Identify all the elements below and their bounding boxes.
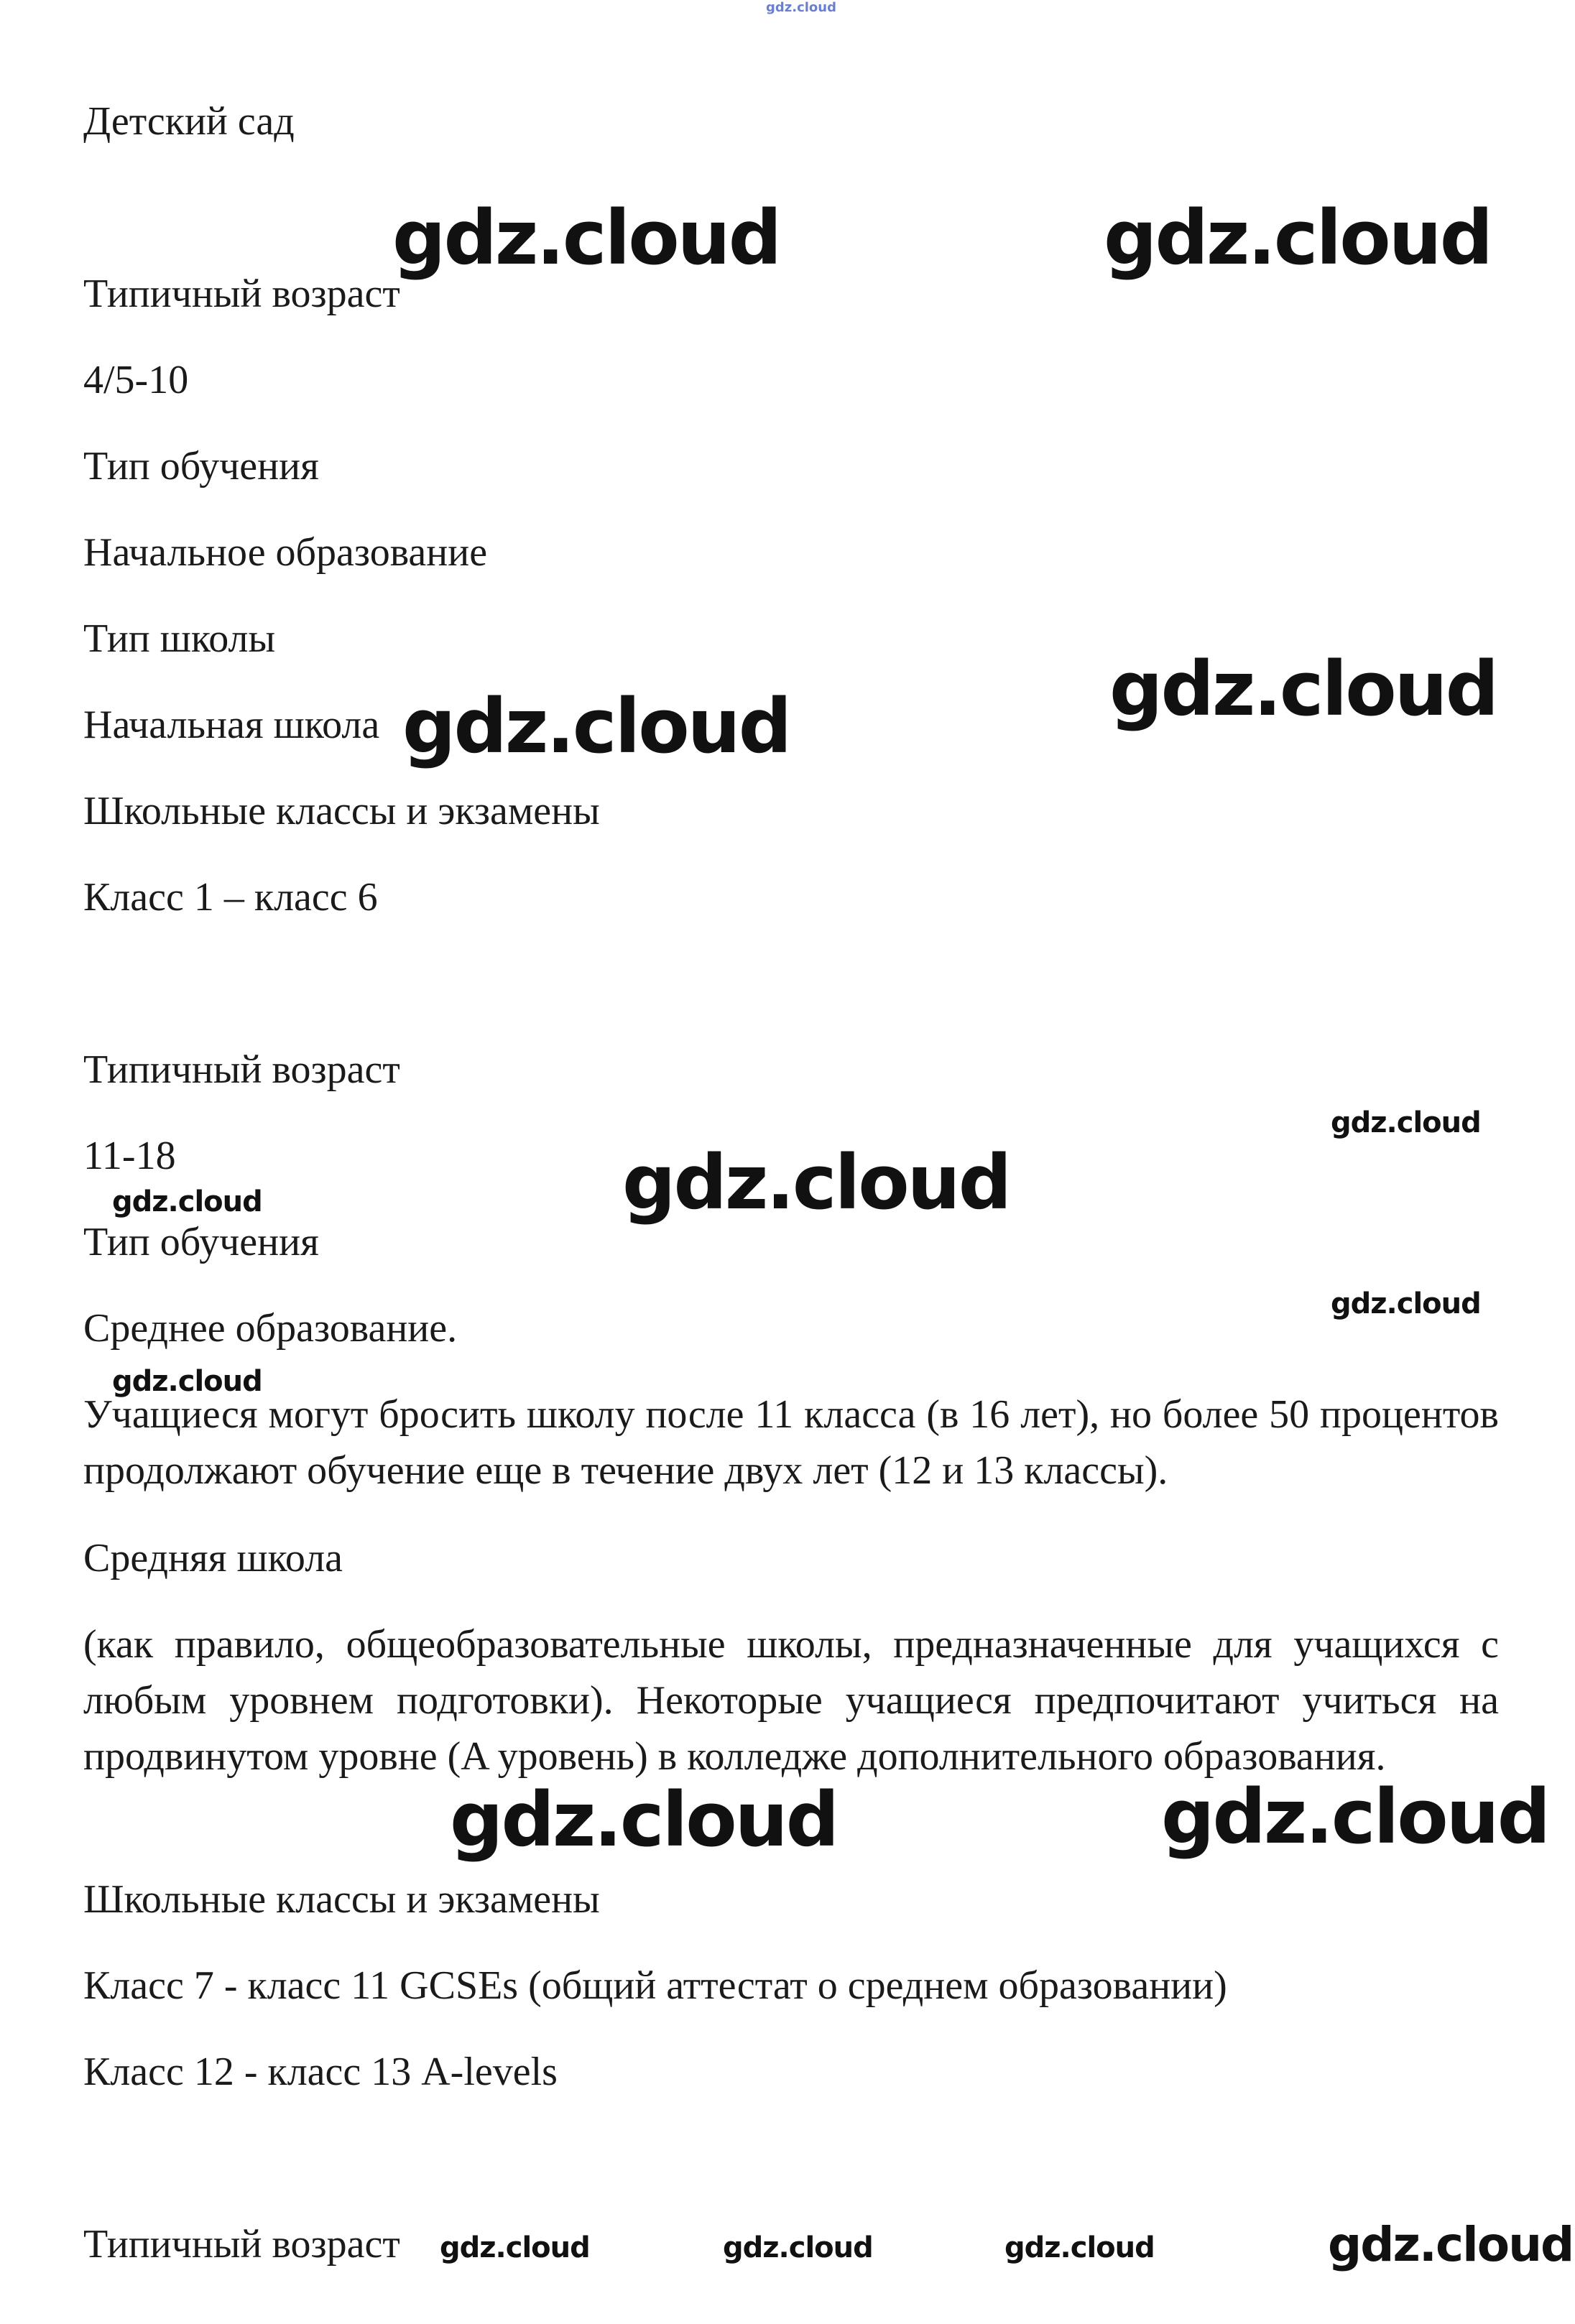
label-typical-age: Типичный возраст: [83, 1047, 400, 1092]
value-class-range: Класс 1 – класс 6: [83, 875, 378, 920]
value-primary-school: Начальная школа: [83, 703, 380, 747]
section-heading-kindergarten: Детский сад: [83, 99, 295, 144]
watermark: gdz.cloud: [1328, 2217, 1574, 2272]
paragraph-comprehensive-schools: (как правило, общеобразовательные школы, предназначенные для учащихся с любым уровнем подготовки). Некоторые учащиеся предпочитают учиться на продвинутом уровне (A уровень) в колледже дополнительного образования.: [83, 1622, 1499, 1779]
value-secondary-education: Среднее образование.: [83, 1306, 458, 1351]
label-typical-age: Типичный возраст: [83, 2222, 400, 2267]
value-gcse-classes: Класс 7 - класс 11 GCSEs (общий аттестат о среднем образовании): [83, 1963, 1227, 2008]
label-education-type: Тип обучения: [83, 444, 319, 489]
watermark: gdz.cloud: [402, 682, 790, 770]
label-education-type: Тип обучения: [83, 1220, 319, 1264]
watermark: gdz.cloud: [112, 1185, 262, 1218]
label-school-type: Тип школы: [83, 616, 276, 661]
value-age-range: 4/5-10: [83, 358, 189, 402]
watermark: gdz.cloud: [112, 1365, 262, 1398]
label-typical-age: Типичный возраст: [83, 272, 400, 316]
watermark: gdz.cloud: [1004, 2231, 1155, 2264]
watermark: gdz.cloud: [1109, 645, 1497, 733]
value-alevel-classes: Класс 12 - класс 13 A-levels: [83, 2050, 558, 2094]
paragraph-leaving-school: Учащиеся могут бросить школу после 11 класса (в 16 лет), но более 50 процентов продолжают обучение еще в течение двух лет (12 и 13 классы).: [83, 1392, 1499, 1493]
watermark: gdz.cloud: [622, 1139, 1010, 1226]
watermark: gdz.cloud: [723, 2231, 873, 2264]
watermark: gdz.cloud: [440, 2231, 590, 2264]
label-classes-exams: Школьные классы и экзамены: [83, 789, 600, 833]
value-primary-education: Начальное образование: [83, 530, 488, 575]
label-classes-exams: Школьные классы и экзамены: [83, 1877, 600, 1922]
watermark: gdz.cloud: [1104, 194, 1492, 282]
watermark: gdz.cloud: [1161, 1773, 1549, 1861]
watermark: gdz.cloud: [392, 194, 780, 282]
watermark: gdz.cloud: [450, 1776, 838, 1864]
watermark: gdz.cloud: [1331, 1106, 1481, 1139]
value-secondary-school: Средняя школа: [83, 1536, 343, 1580]
watermark-tiny: gdz.cloud: [766, 0, 836, 15]
value-age-range: 11-18: [83, 1134, 176, 1178]
watermark: gdz.cloud: [1331, 1287, 1481, 1320]
